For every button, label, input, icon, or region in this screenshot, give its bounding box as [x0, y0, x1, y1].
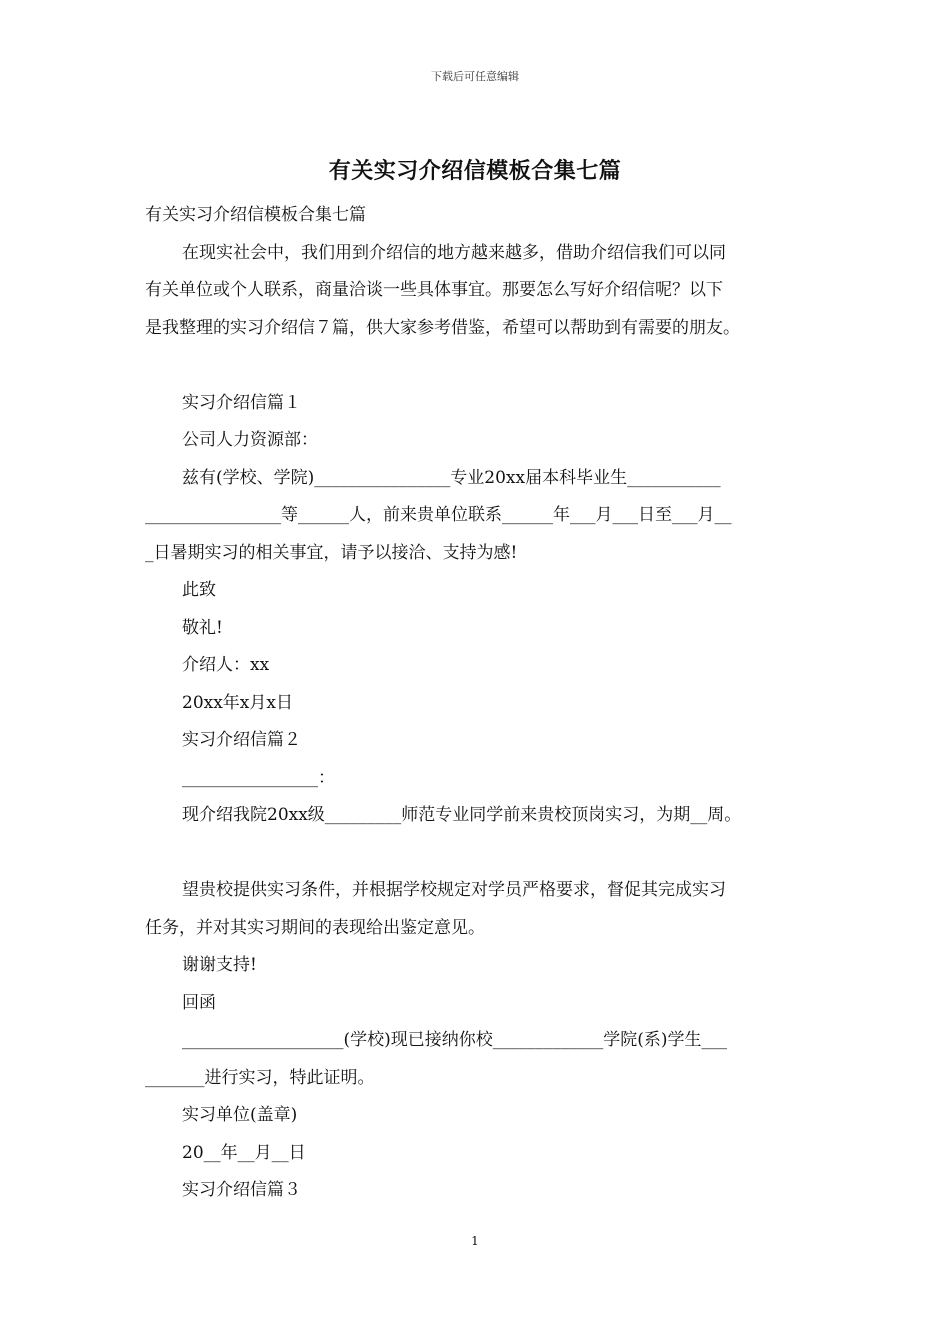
intro-line: 在现实社会中，我们用到介绍信的地方越来越多，借助介绍信我们可以同 — [182, 242, 726, 263]
letter2-reply-line: ___________________(学校)现已接纳你校_____________学院(系)学生___ — [182, 1030, 728, 1050]
letter1-date: 20xx年x月x日 — [182, 692, 293, 713]
letter1-heading: 实习介绍信篇１ — [182, 392, 301, 413]
letter2-reply-line: _______进行实习，特此证明。 — [145, 1067, 375, 1088]
header-note: 下载后可任意编辑 — [431, 70, 519, 83]
letter2-body-line: 任务，并对其实习期间的表现给出鉴定意见。 — [145, 917, 485, 938]
page-number: 1 — [471, 1234, 479, 1248]
letter2-reply-heading: 回函 — [182, 992, 216, 1013]
letter1-closing: 此致 — [182, 580, 216, 600]
letter1-body-line: ________________等______人，前来贵单位联系______年___月___日至___月__ — [145, 505, 732, 525]
letter2-body-line: 望贵校提供实习条件，并根据学校规定对学员严格要求，督促其完成实习 — [182, 880, 726, 900]
document-body — [145, 197, 817, 1210]
letter3-heading: 实习介绍信篇３ — [182, 1180, 301, 1200]
paragraph-gap — [145, 347, 817, 385]
letter1-body-line: _日暑期实习的相关事宜，请予以接洽、支持为感! — [145, 542, 518, 563]
letter2-date: 20__年__月__日 — [182, 1142, 306, 1163]
letter1-salutation: 公司人力资源部： — [182, 430, 318, 450]
letter1-body-line: 兹有(学校、学院)________________专业20xx届本科毕业生___________ — [182, 467, 721, 488]
letter2-thanks: 谢谢支持! — [182, 955, 257, 975]
intro-line: 是我整理的实习介绍信７篇，供大家参考借鉴，希望可以帮助到有需要的朋友。 — [145, 317, 740, 338]
letter2-salutation: ________________： — [182, 767, 335, 788]
document-subtitle: 有关实习介绍信模板合集七篇 — [145, 205, 366, 225]
letter2-heading: 实习介绍信篇２ — [182, 730, 301, 750]
letter1-introducer: 介绍人：xx — [182, 655, 270, 675]
letter2-body-line: 现介绍我院20xx级_________师范专业同学前来贵校顶岗实习，为期__周。 — [182, 805, 742, 825]
letter2-unit: 实习单位(盖章) — [182, 1105, 298, 1125]
intro-line: 有关单位或个人联系，商量洽谈一些具体事宜。那要怎么写好介绍信呢？以下 — [145, 280, 723, 300]
paragraph-gap — [145, 835, 817, 873]
document-title: 有关实习介绍信模板合集七篇 — [328, 158, 622, 184]
letter1-closing: 敬礼! — [182, 617, 223, 638]
